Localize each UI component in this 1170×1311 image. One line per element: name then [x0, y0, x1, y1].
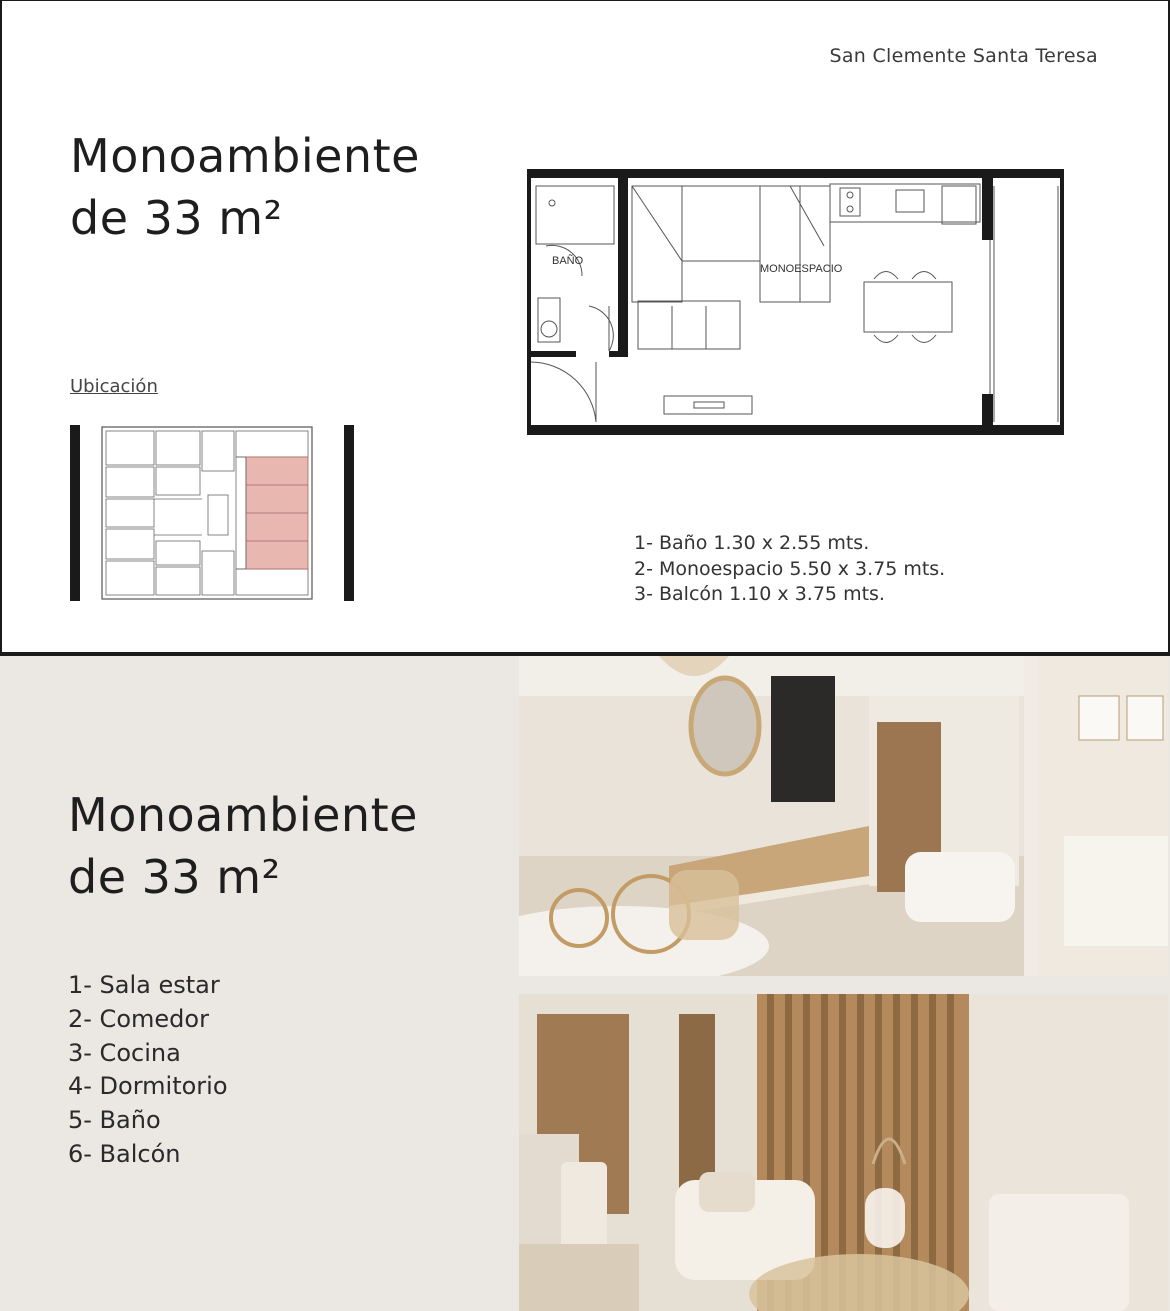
unit-title-line2: de 33 m² [70, 191, 283, 245]
unit-title [70, 125, 420, 249]
room-item: 2- Comedor [68, 1004, 209, 1033]
unit-title-line2: de 33 m² [68, 850, 281, 904]
floorplan-slide [0, 0, 1170, 652]
room-item: 3- Cocina [68, 1038, 181, 1067]
unit-title [68, 784, 418, 908]
location-plan-image [68, 421, 358, 605]
dimension-item: 1- Baño 1.30 x 2.55 mts. [634, 532, 870, 554]
room-item: 4- Dormitorio [68, 1072, 228, 1101]
location-link[interactable]: Ubicación [70, 376, 158, 397]
dimension-item: 2- Monoespacio 5.50 x 3.75 mts. [634, 557, 946, 580]
interior-render-lounge [519, 994, 1168, 1311]
unit-title-line1: Monoambiente [68, 788, 418, 842]
room-item: 5- Baño [68, 1106, 161, 1135]
interior-slide [0, 656, 1170, 1311]
unit-title-line1: Monoambiente [70, 129, 420, 183]
floorplan-image [524, 166, 1066, 438]
floorplan-label-main-space: MONOESPACIO [760, 263, 843, 275]
rooms-list [68, 969, 228, 1172]
floorplan-label-bathroom: BAÑO [552, 255, 584, 267]
room-item: 6- Balcón [68, 1139, 181, 1168]
dimension-item: 3- Balcón 1.10 x 3.75 mts. [634, 583, 885, 605]
room-item: 1- Sala estar [68, 971, 220, 999]
dimensions-list [634, 531, 945, 608]
interior-render-living [519, 656, 1168, 976]
project-name: San Clemente Santa Teresa [829, 45, 1098, 67]
